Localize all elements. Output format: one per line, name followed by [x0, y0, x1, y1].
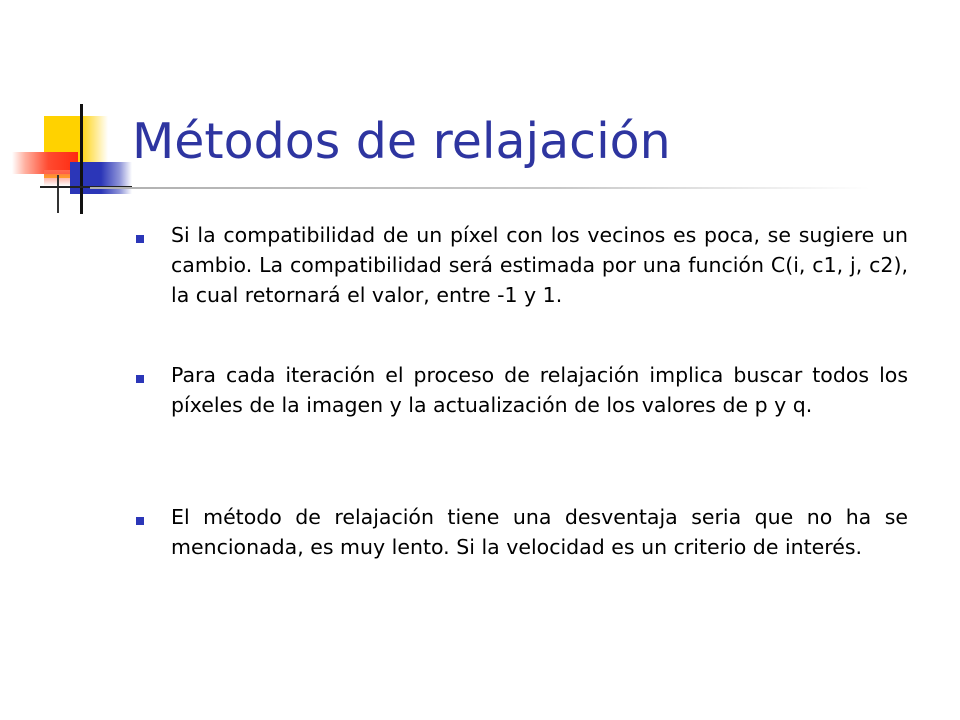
- logo-vertical-line: [80, 104, 83, 214]
- bullet-square-icon: [136, 517, 144, 525]
- bullet-text: El método de relajación tiene una desventaja seria que no ha se mencionada, es muy lento. Si la velocidad es un criterio de interés.: [171, 505, 908, 559]
- bullet-square-icon: [136, 235, 144, 243]
- logo-vertical-line-short: [57, 175, 59, 213]
- bullet-square-icon: [136, 375, 144, 383]
- bullet-text: Si la compatibilidad de un píxel con los vecinos es poca, se sugiere un cambio. La compatibilidad será estimada por una función C(i, c1, j, c2), la cual retornará el valor, entre -1 y 1.: [171, 223, 908, 307]
- decorative-logo: [0, 0, 140, 230]
- title-underline: [90, 187, 870, 189]
- bullet-text: Para cada iteración el proceso de relajación implica buscar todos los píxeles de la imagen y la actualización de los valores de p y q.: [171, 363, 908, 417]
- slide-title: Métodos de relajación: [132, 113, 671, 170]
